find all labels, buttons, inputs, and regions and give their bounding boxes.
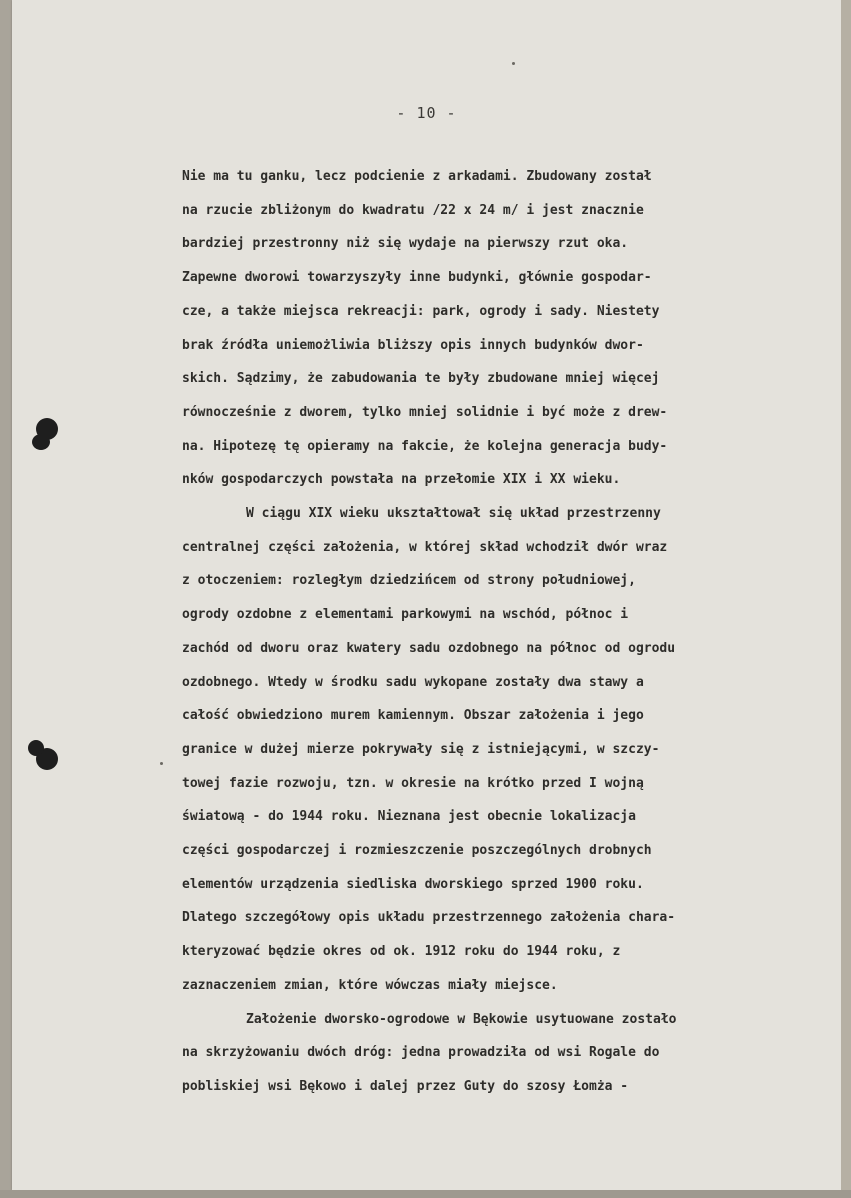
text-line: brak źródła uniemożliwia bliższy opis innych budynków dwor- <box>182 337 644 353</box>
body-text <box>182 160 842 1104</box>
text-line: Dlatego szczegółowy opis układu przestrzennego założenia chara- <box>182 910 676 926</box>
text-line: na. Hipotezę tę opieramy na fakcie, że kolejna generacja budy- <box>182 438 668 454</box>
text-line: światową - do 1944 roku. Nieznana jest obecnie lokalizacja <box>182 809 636 825</box>
text-line: centralnej części założenia, w której skład wchodził dwór wraz <box>182 539 668 555</box>
text-line: zachód od dworu oraz kwatery sadu ozdobnego na północ od ogrodu <box>182 640 676 656</box>
text-line: całość obwiedziono murem kamiennym. Obszar założenia i jego <box>182 708 644 724</box>
text-line: części gospodarczej i rozmieszczenie poszczególnych drobnych <box>182 843 652 859</box>
scan-right-margin <box>841 0 851 1198</box>
text-line: skich. Sądzimy, że zabudowania te były zbudowane mniej więcej <box>182 371 660 387</box>
text-line: nków gospodarczych powstała na przełomie XIX i XX wieku. <box>182 472 621 488</box>
text-line: elementów urządzenia siedliska dworskiego sprzed 1900 roku. <box>182 876 644 892</box>
text-line: zaznaczeniem zmian, które wówczas miały miejsce. <box>182 977 558 993</box>
text-line-paragraph-start: Założenie dworsko-ogrodowe w Bękowie usytuowane zostało <box>246 1011 677 1027</box>
text-line: równocześnie z dworem, tylko mniej solidnie i być może z drew- <box>182 404 668 420</box>
punch-hole-bottom-shadow <box>28 740 44 756</box>
scan-left-margin <box>0 0 12 1198</box>
text-line: ogrody ozdobne z elementami parkowymi na wschód, północ i <box>182 607 629 623</box>
text-line: ozdobnego. Wtedy w środku sadu wykopane zostały dwa stawy a <box>182 674 644 690</box>
text-line: pobliskiej wsi Bękowo i dalej przez Guty do szosy Łomża - <box>182 1078 629 1094</box>
punch-hole-top-shadow <box>32 434 50 450</box>
text-line: z otoczeniem: rozległym dziedzińcem od strony południowej, <box>182 573 636 589</box>
text-line: kteryzować będzie okres od ok. 1912 roku do 1944 roku, z <box>182 944 621 960</box>
text-line: na skrzyżowaniu dwóch dróg: jedna prowadziła od wsi Rogale do <box>182 1045 660 1061</box>
text-line: bardziej przestronny niż się wydaje na pierwszy rzut oka. <box>182 236 629 252</box>
scan-bottom-margin <box>0 1190 851 1198</box>
text-line: towej fazie rozwoju, tzn. w okresie na krótko przed I wojną <box>182 775 644 791</box>
text-line: granice w dużej mierze pokrywały się z istniejącymi, w szczy- <box>182 741 660 757</box>
document-page <box>12 0 841 1190</box>
text-line: Nie ma tu ganku, lecz podcienie z arkadami. Zbudowany został <box>182 169 652 184</box>
text-line: Zapewne dworowi towarzyszyły inne budynki, głównie gospodar- <box>182 270 652 286</box>
text-line: na rzucie zbliżonym do kwadratu /22 x 24 m/ i jest znacznie <box>182 202 644 218</box>
paper-speck <box>160 762 163 765</box>
paper-speck <box>512 62 515 65</box>
page-number: - 10 - <box>396 104 457 122</box>
text-line: cze, a także miejsca rekreacji: park, ogrody i sady. Niestety <box>182 303 660 319</box>
text-line-paragraph-start: W ciągu XIX wieku ukształtował się układ przestrzenny <box>246 506 661 522</box>
